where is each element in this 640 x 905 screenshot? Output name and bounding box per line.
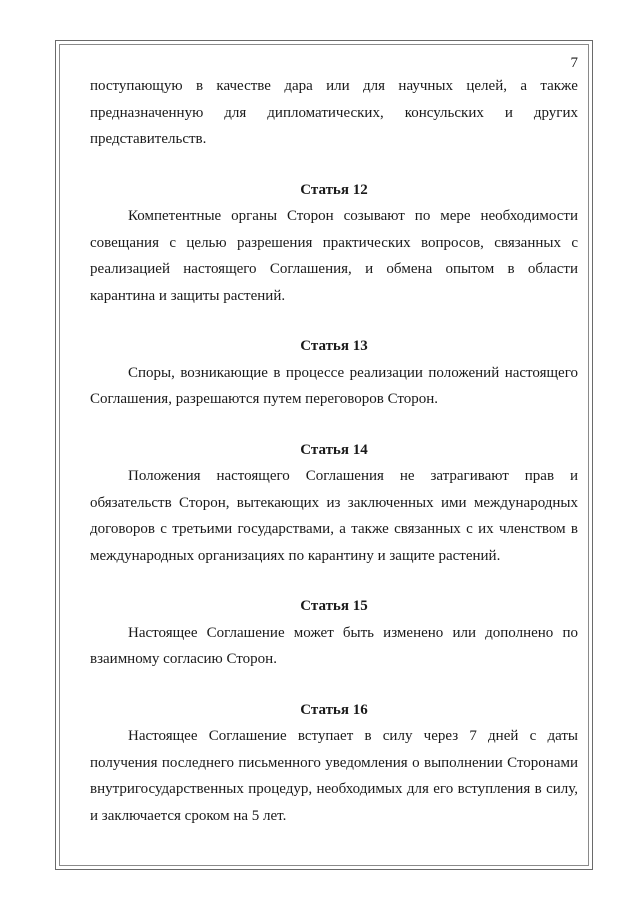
document-body [90,73,578,829]
word: дара [284,78,313,94]
word: научных [398,78,453,94]
article-16-text: Настоящее Соглашение вступает в силу через 7 дней с даты получения последнего письменного уведомления о выполнении Сторонами внутригосударственных процедур, необходимых для его вступления в силу, и заключается сроком на 5 лет. [90,728,578,824]
word: в [195,78,204,94]
article-12-text: Компетентные органы Сторон созывают по мере необходимости совещания с целью разрешения практических вопросов, связанных с реализацией настоящего Соглашения, и обмена опытом в области карантина и защиты растений. [90,208,578,304]
word: предназначенную [90,104,204,121]
article-12-title: Статья 12 [300,181,368,198]
article-15-text: Настоящее Соглашение может быть изменено или дополнено по взаимному согласию Сторон. [90,624,578,667]
article-14-text: Положения настоящего Соглашения не затрагивают прав и обязательств Сторон, вытекающих из заключенных ими международных договоров с третьими государствами, а также связанных с их членством в международных организациях по карантину и защите растений. [90,468,578,564]
article-15-title: Статья 15 [300,598,368,614]
intro-line-2 [90,100,578,127]
article-13-text: Споры, возникающие в процессе реализации положений настоящего Соглашения, разрешаются путем переговоров Сторон. [90,364,578,407]
word: дипломатических, [267,104,384,121]
intro-line-3: представительств. [90,131,207,147]
word: а [520,78,527,94]
word: качестве [216,78,271,94]
word: для [224,104,247,121]
article-16-title: Статья 16 [300,701,368,718]
word: или [326,78,350,94]
article-14-title: Статья 14 [300,441,368,458]
word: также [540,78,578,94]
page-number: 7 [570,55,578,71]
article-13-title: Статья 13 [300,338,368,354]
word: консульских [404,104,484,121]
intro-line-1 [90,73,578,100]
word: поступающую [90,78,183,94]
word: других [533,104,578,121]
intro-paragraph [90,73,578,153]
word: целей, [466,78,507,94]
word: и [504,104,513,121]
word: для [363,78,386,94]
